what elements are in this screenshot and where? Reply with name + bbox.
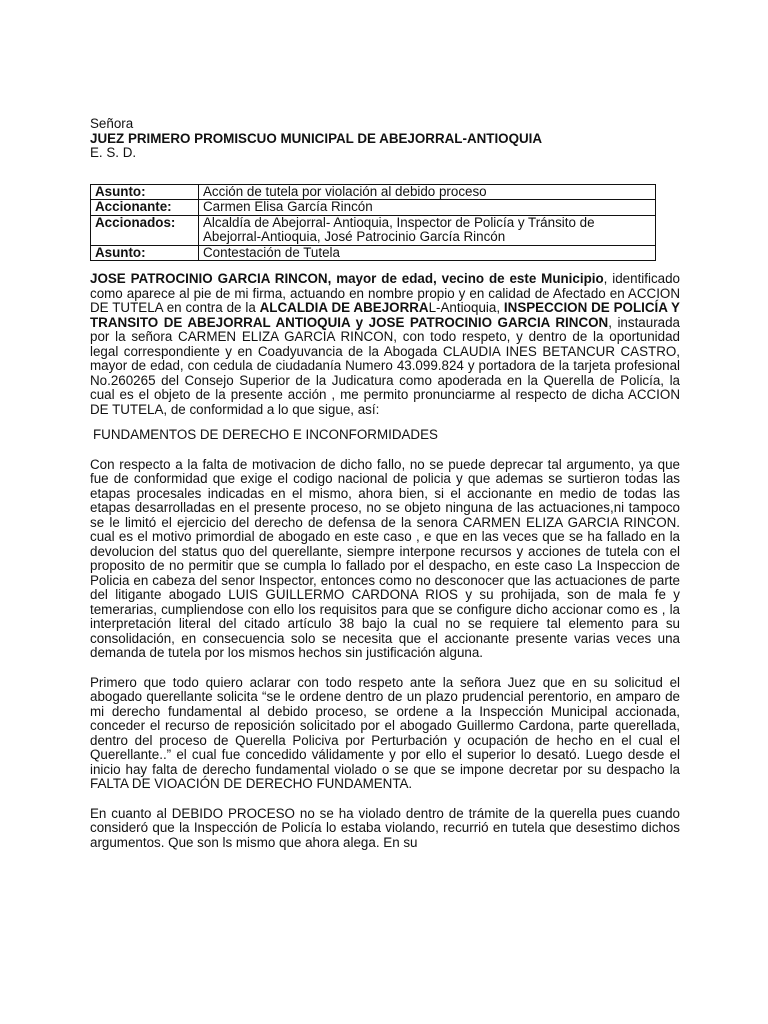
row-value: Contestación de Tutela	[199, 245, 656, 261]
row-value: Alcaldía de Abejorral- Antioquia, Inspector de Policía y Tránsito de Abejorral-Antioquia, José Patrocinio García Rincón	[199, 215, 656, 245]
intro-bold-alcaldia: ALCALDIA DE ABEJORRA	[259, 300, 429, 315]
paragraph-primero: Primero que todo quiero aclarar con todo respeto ante la señora Juez que en su solicitud el abogado querellante solicita “se le ordene dentro de un plazo prudencial perentorio, en amparo de mi derecho fundamental al debido proceso, se ordene a la Inspección Municipal accionada, conceder el recurso de reposición solicitado por el abogado Guillermo Cardona, parte querellada, dentro del proceso de Querella Policiva por Perturbación y ocupación de hecho en el cual el Querellante..” el cual fue concedido válidamente y por ello el superior lo desató. Luego desde el inicio hay falta de derecho fundamental violado o se que se impone decretar por su despacho la FALTA DE VIOACIÓN DE DERECHO FUNDAMENTA.	[90, 674, 680, 791]
intro-text-3: , instaurada por la señora CARMEN ELIZA GARCIA RINCON, con todo respeto, y dentro de la oportunidad legal correspondiente y en Coadyuvancia de la Abogada CLAUDIA INES BETANCUR CASTRO, mayor de edad, con cedula de ciudadanía Numero 43.099.824 y portadora de la tarjeta profesional No.260265 del Consejo Superior de la Judicatura como apoderada en la Querella de Policía, la cual es el objeto de la presente acción , me permito pronunciarme al respecto de dicha ACCION DE TUTELA, de conformidad a lo que sigue, así:	[90, 314, 680, 417]
row-key: Accionante:	[91, 200, 199, 216]
intro-text-1: , identificado como aparece al pie de mi firma, actuando en nombre propio y en calidad de Afectado en ACCION DE TUTELA en contra de la	[90, 271, 681, 315]
row-value: Carmen Elisa García Rincón	[199, 200, 656, 216]
paragraph-motivacion: Con respecto a la falta de motivacion de dicho fallo, no se puede deprecar tal argumento, ya que fue de conformidad que exige el codigo nacional de policia y que ademas se surtieron todas las etapas procesales indicadas en el mismo, ahora bien, si el accionante en medio de todas las etapas desarrolladas en el presente proceso, no se objeto ninguna de las actuaciones,ni tampoco se le limitó el ejercicio del derecho de defensa de la senora CARMEN ELIZA GARCIA RINCON. cual es el motivo primordial de abogado en este caso , e que en las veces que se ha fallado en la devolucion del status quo del querellante, siempre interpone recursos y acciones de tutela con el proposito de no permitir que se cumpla lo fallado por el despacho, en este caso La Inspeccion de Policia en cabeza del senor Inspector, entonces como no desconocer que las actuaciones de parte del litigante abogado LUIS GUILLERMO CARDONA RIOS y su prohijada, son de mala fe y temerarias, cumpliendose con ello los requisitos para que se configure dicho accionar como es , la interpretación literal del citado artículo 38 bajo la cual no se requiere tal elemento para su consolidación, en consecuencia solo se necesita que el accionante presente varias veces una demanda de tutela por los mismos hechos sin justificación alguna.	[90, 456, 680, 660]
intro-bold-name: JOSE PATROCINIO GARCIA RINCON, mayor de edad, vecino de este Municipio	[90, 271, 604, 286]
esd-line: E. S. D.	[90, 145, 137, 160]
row-key: Asunto:	[91, 245, 199, 261]
intro-bold-inspeccion: INSPECCION DE POLICÍA Y TRANSITO DE ABEJORRAL ANTIOQUIA y JOSE PATROCINIO GARCIA RINCON	[90, 300, 680, 330]
table-row	[91, 245, 656, 261]
row-key: Asunto:	[91, 184, 199, 200]
table-row	[91, 200, 656, 216]
document-page	[90, 117, 680, 850]
table-row	[91, 184, 656, 200]
judge-title: JUEZ PRIMERO PROMISCUO MUNICIPAL DE ABEJORRAL-ANTIOQUIA	[90, 130, 543, 146]
intro-paragraph	[90, 272, 680, 417]
row-value: Acción de tutela por violación al debido proceso	[199, 184, 656, 200]
table-row	[91, 215, 656, 245]
subject-table	[90, 184, 656, 262]
intro-text-2: L-Antioquia,	[428, 300, 504, 315]
paragraph-debido-proceso: En cuanto al DEBIDO PROCESO no se ha violado dentro de trámite de la querella pues cuando consideró que la Inspección de Policía lo estaba violando, recurrió en tutela que desestimo dichos argumentos. Que son ls mismo que ahora alega. En su	[90, 805, 680, 850]
address-block	[90, 117, 680, 161]
section-heading: FUNDAMENTOS DE DERECHO E INCONFORMIDADES	[93, 427, 438, 442]
salutation: Señora	[90, 116, 134, 131]
row-key: Accionados:	[91, 215, 199, 245]
